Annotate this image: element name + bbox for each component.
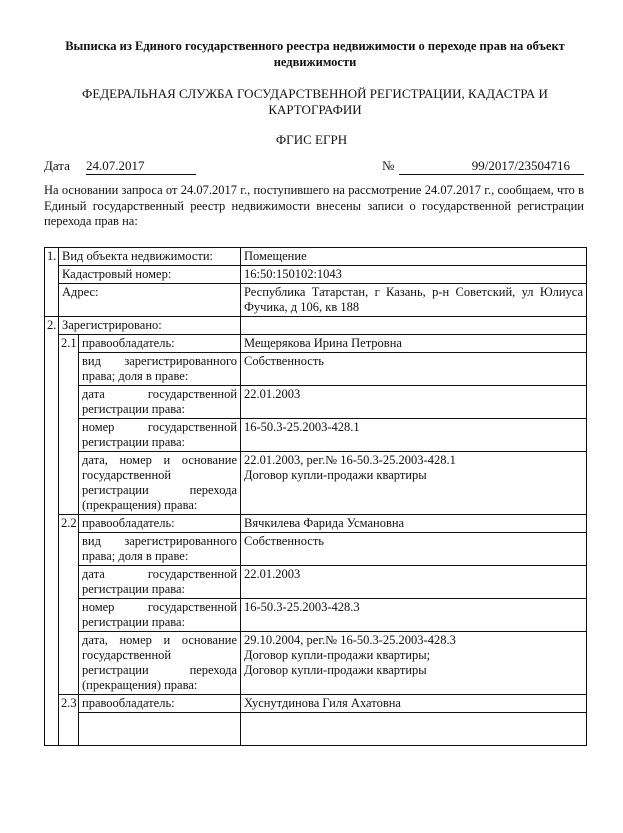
reg-date-value: 22.01.2003 (241, 386, 587, 419)
table-row (45, 533, 587, 566)
number-value-field (399, 158, 584, 175)
owner-number: 2.3 (59, 695, 79, 746)
table-row (45, 713, 587, 746)
owner-number: 2.1 (59, 335, 79, 515)
reg-number-label: номер государственной регистрации права: (79, 599, 241, 632)
empty-cell (79, 713, 241, 746)
reg-number-label: номер государственной регистрации права: (79, 419, 241, 452)
document-title: Выписка из Единого государственного реестра недвижимости о переходе прав на объект недвижимости (65, 39, 565, 69)
owner-value: Мещерякова Ирина Петровна (241, 335, 587, 353)
transfer-basis-line: Договор купли-продажи квартиры (244, 663, 427, 677)
table-row (45, 695, 587, 713)
transfer-basis-value (241, 632, 587, 695)
object-type-label: Вид объекта недвижимости: (59, 248, 241, 266)
number-label: № (382, 158, 395, 173)
table-row (45, 599, 587, 632)
system-name: ФГИС ЕГРН (275, 132, 348, 147)
address-label: Адрес: (59, 284, 241, 317)
owner-value: Вячкилева Фарида Усмановна (241, 515, 587, 533)
owner-number: 2.2 (59, 515, 79, 695)
number-value: 99/2017/23504716 (471, 158, 570, 173)
table-row (45, 566, 587, 599)
reg-date-label: дата государственной регистрации права: (79, 386, 241, 419)
transfer-basis-line: 22.01.2003, рег.№ 16-50.3-25.2003-428.1 (244, 453, 456, 467)
table-row (45, 284, 587, 317)
right-type-label: вид зарегистрированного права; доля в праве: (79, 533, 241, 566)
table-row (45, 419, 587, 452)
table-row (45, 515, 587, 533)
reg-date-value: 22.01.2003 (241, 566, 587, 599)
reg-number-value: 16-50.3-25.2003-428.3 (241, 599, 587, 632)
reg-date-label: дата государственной регистрации права: (79, 566, 241, 599)
table-row (45, 452, 587, 515)
transfer-basis-line: Договор купли-продажи квартиры (244, 468, 427, 482)
cadastral-label: Кадастровый номер: (59, 266, 241, 284)
intro-paragraph: На основании запроса от 24.07.2017 г., поступившего на рассмотрение 24.07.2017 г., сообщаем, что в Единый государственный реестр недвижимости внесены записи о государственной регистрации перехода прав на: (44, 183, 584, 228)
table-row (45, 317, 587, 335)
registry-table (44, 247, 587, 746)
object-type-value: Помещение (241, 248, 587, 266)
owner-label: правообладатель: (79, 335, 241, 353)
transfer-basis-label: дата, номер и основание государственной регистрации перехода (прекращения) права: (79, 632, 241, 695)
registered-empty (241, 317, 587, 335)
right-type-value: Собственность (241, 353, 587, 386)
owner-value: Хуснутдинова Гиля Ахатовна (241, 695, 587, 713)
date-value: 24.07.2017 (86, 158, 196, 175)
table-row (45, 632, 587, 695)
address-value: Республика Татарстан, г Казань, р-н Советский, ул Юлиуса Фучика, д 106, кв 188 (241, 284, 587, 317)
cadastral-value: 16:50:150102:1043 (241, 266, 587, 284)
owner-label: правообладатель: (79, 695, 241, 713)
table-row (45, 386, 587, 419)
reg-number-value: 16-50.3-25.2003-428.1 (241, 419, 587, 452)
date-label: Дата (44, 158, 70, 173)
transfer-basis-line: Договор купли-продажи квартиры; (244, 648, 431, 662)
agency-name: ФЕДЕРАЛЬНАЯ СЛУЖБА ГОСУДАРСТВЕННОЙ РЕГИСТРАЦИИ, КАДАСТРА И КАРТОГРАФИИ (82, 86, 548, 117)
page-cutoff (44, 793, 586, 833)
transfer-basis-line: 29.10.2004, рег.№ 16-50.3-25.2003-428.3 (244, 633, 456, 647)
right-type-value: Собственность (241, 533, 587, 566)
empty-cell (241, 713, 587, 746)
transfer-basis-label: дата, номер и основание государственной регистрации перехода (прекращения) права: (79, 452, 241, 515)
date-number-row (44, 158, 584, 176)
section-number: 1. (45, 248, 59, 317)
table-row (45, 248, 587, 266)
table-row (45, 335, 587, 353)
section-number: 2. (45, 317, 59, 746)
transfer-basis-value (241, 452, 587, 515)
table-row (45, 353, 587, 386)
right-type-label: вид зарегистрированного права; доля в праве: (79, 353, 241, 386)
registered-label: Зарегистрировано: (59, 317, 241, 335)
owner-label: правообладатель: (79, 515, 241, 533)
table-row (45, 266, 587, 284)
